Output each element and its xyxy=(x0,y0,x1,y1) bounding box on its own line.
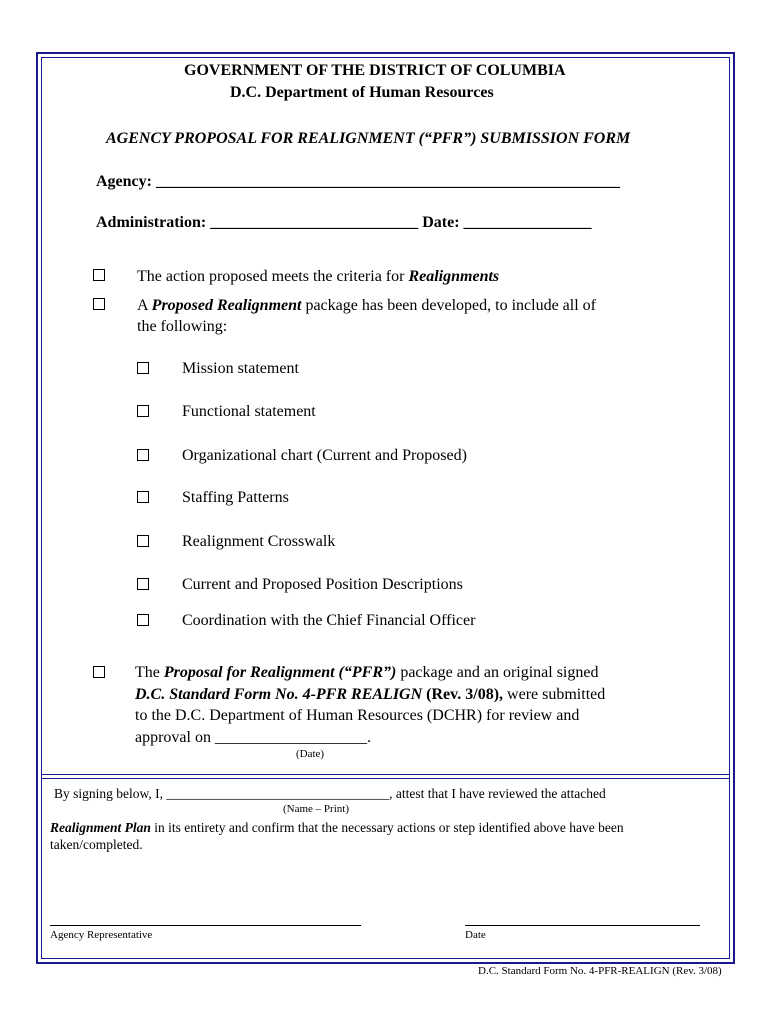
administration-blank[interactable]: __________________________ xyxy=(210,214,419,231)
standard-form-emph: D.C. Standard Form No. 4-PFR REALIGN xyxy=(135,686,423,703)
pfr-emph: Proposal for Realignment (“PFR”) xyxy=(163,664,397,681)
realignment-plan-emph: Realignment Plan xyxy=(50,820,151,835)
approval-date-caption: (Date) xyxy=(296,748,325,760)
administration-label: Administration: xyxy=(96,214,207,231)
checkbox-staffing-patterns[interactable] xyxy=(137,491,149,503)
item-cfo-coordination: Coordination with the Chief Financial Officer xyxy=(182,612,476,629)
submitted-text-1: The Proposal for Realignment (“PFR”) package and an original signed xyxy=(135,664,599,681)
attest-line-2: Realignment Plan in its entirety and confirm that the necessary actions or step identified above have been xyxy=(50,820,624,835)
agency-label: Agency: xyxy=(96,173,152,190)
checkbox-mission-statement[interactable] xyxy=(137,362,149,374)
item-position-descriptions: Current and Proposed Position Descriptions xyxy=(182,576,463,593)
submitted-text-2: D.C. Standard Form No. 4-PFR REALIGN (Rev. 3/08), were submitted xyxy=(135,686,606,703)
section-divider-1 xyxy=(41,774,730,775)
submitted-text-3: to the D.C. Department of Human Resources (DCHR) for review and xyxy=(135,707,580,724)
checkbox-functional-statement[interactable] xyxy=(137,405,149,417)
checkbox-position-descriptions[interactable] xyxy=(137,578,149,590)
attest-line-1[interactable]: By signing below, I, _________________________________, attest that I have reviewed the attached xyxy=(54,786,606,801)
header-department: D.C. Department of Human Resources xyxy=(230,84,494,101)
date-blank[interactable]: ________________ xyxy=(463,214,592,231)
checkbox-submitted[interactable] xyxy=(93,666,105,678)
attest-line-3: taken/completed. xyxy=(50,837,143,852)
form-footer: D.C. Standard Form No. 4-PFR-REALIGN (Rev. 3/08) xyxy=(478,965,722,977)
agency-rep-caption: Agency Representative xyxy=(50,929,153,941)
package-developed-text: A Proposed Realignment package has been developed, to include all of xyxy=(137,297,596,314)
form-title: AGENCY PROPOSAL FOR REALIGNMENT (“PFR”) SUBMISSION FORM xyxy=(106,130,631,147)
checkbox-realignment-crosswalk[interactable] xyxy=(137,535,149,547)
agency-blank[interactable]: __________________________________________________________ xyxy=(155,173,620,190)
item-functional-statement: Functional statement xyxy=(182,403,316,420)
item-mission-statement: Mission statement xyxy=(182,360,299,377)
administration-field[interactable] xyxy=(96,214,592,232)
section-divider-2 xyxy=(41,778,730,779)
date-label: Date: xyxy=(422,214,460,231)
name-print-caption: (Name – Print) xyxy=(283,803,349,815)
signature-date-line[interactable] xyxy=(465,925,700,926)
proposed-realignment-emph: Proposed Realignment xyxy=(151,297,302,314)
approval-date-field[interactable]: approval on ___________________. xyxy=(135,729,371,746)
signature-date-caption: Date xyxy=(465,929,486,941)
checkbox-organizational-chart[interactable] xyxy=(137,449,149,461)
package-developed-text-2: the following: xyxy=(137,318,228,335)
item-organizational-chart: Organizational chart (Current and Proposed) xyxy=(182,447,467,464)
realignments-emph: Realignments xyxy=(408,268,500,285)
checkbox-package-developed[interactable] xyxy=(93,298,105,310)
header-government: GOVERNMENT OF THE DISTRICT OF COLUMBIA xyxy=(184,62,566,79)
item-realignment-crosswalk: Realignment Crosswalk xyxy=(182,533,336,550)
checkbox-cfo-coordination[interactable] xyxy=(137,614,149,626)
agency-field[interactable] xyxy=(96,173,620,191)
checkbox-criteria[interactable] xyxy=(93,269,105,281)
agency-rep-signature-line[interactable] xyxy=(50,925,361,926)
item-staffing-patterns: Staffing Patterns xyxy=(182,489,289,506)
criteria-text: The action proposed meets the criteria for Realignments xyxy=(137,268,500,285)
